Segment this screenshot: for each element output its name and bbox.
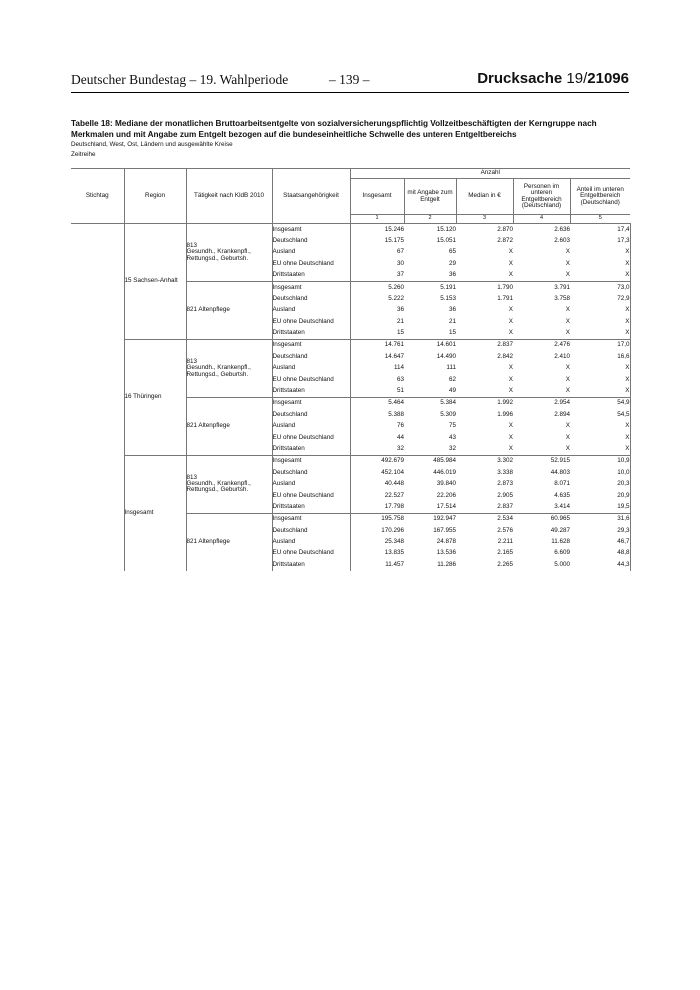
cell-value-2: 29 (448, 259, 456, 267)
cell-value-3: 2.837 (497, 502, 513, 510)
cell-value-3: 2.534 (456, 513, 513, 525)
cell-kldb: 821 Altenpflege (186, 281, 272, 339)
cell-staatsangehoerigkeit: Deutschland (272, 467, 350, 478)
cell-value-5: 17,0 (570, 339, 630, 351)
cell-value-3: X (508, 375, 513, 383)
table-row (71, 455, 630, 467)
cell-value-1: 14.761 (350, 339, 404, 351)
cell-value-3: 1.996 (497, 410, 513, 418)
cell-value-1: 5.464 (350, 397, 404, 409)
cell-value-3: 3.338 (497, 468, 513, 476)
header-anteil-unterer-bereich: Anteil im unteren Entgeltbereich (Deutschland) (570, 179, 630, 215)
page-number: – 139 – (329, 72, 370, 87)
cell-value-2: 5.191 (404, 281, 456, 293)
cell-value-3: 3.302 (456, 455, 513, 467)
cell-value-3: 2.211 (497, 538, 513, 546)
cell-staatsangehoerigkeit: Drittstaaten (272, 328, 350, 340)
cell-value-4: 49.287 (550, 526, 570, 534)
cell-region: 16 Thüringen (124, 339, 186, 455)
cell-value-1: 114 (350, 363, 404, 374)
cell-value-2: 13.536 (436, 549, 456, 557)
cell-staatsangehoerigkeit: EU ohne Deutschland (272, 316, 350, 327)
cell-value-5: X (570, 374, 630, 385)
cell-value-2: 5.153 (440, 294, 456, 302)
cell-value-3: X (508, 444, 513, 452)
table-series-note: Zeitreihe (71, 150, 96, 158)
table-subtitle: Deutschland, West, Ost, Ländern und ausgewählte Kreise (71, 141, 233, 148)
cell-staatsangehoerigkeit: EU ohne Deutschland (272, 490, 350, 501)
cell-value-4: X (565, 364, 570, 372)
cell-value-4: 11.628 (551, 538, 570, 546)
cell-value-4: 5.000 (554, 560, 570, 568)
cell-value-1: 32 (350, 443, 404, 455)
cell-value-4: 52.915 (513, 455, 570, 467)
cell-value-1: 5.388 (350, 409, 404, 420)
cell-value-1: 67 (350, 247, 404, 258)
cell-kldb: 813 Gesundh., Krankenpfl., Rettungsd., Geburtsh. (186, 339, 272, 397)
cell-value-1: 76 (350, 421, 404, 432)
cell-staatsangehoerigkeit: Drittstaaten (272, 559, 350, 570)
cell-value-4: 2.636 (513, 224, 570, 236)
cell-value-5: 10,0 (570, 467, 630, 478)
cell-value-4: 3.791 (513, 281, 570, 293)
cell-value-5: 44,3 (570, 559, 630, 570)
cell-value-5: 54,9 (570, 397, 630, 409)
cell-value-3: X (508, 422, 513, 430)
cell-value-1: 15.175 (350, 235, 404, 246)
cell-value-2: 17.514 (436, 502, 456, 510)
cell-value-4: X (565, 271, 570, 279)
cell-value-5: 48,8 (570, 548, 630, 559)
table-row (71, 339, 630, 351)
cell-value-1: 170.296 (350, 525, 404, 536)
cell-value-4: 2.603 (554, 236, 570, 244)
header-stichtag: Stichtag (71, 169, 124, 224)
cell-value-5: X (570, 385, 630, 397)
cell-value-5: 29,3 (570, 525, 630, 536)
cell-staatsangehoerigkeit: Insgesamt (272, 339, 350, 351)
cell-value-5: X (570, 270, 630, 282)
cell-value-1: 195.758 (350, 513, 404, 525)
header-personen-unterer-bereich: Personen im unteren Entgeltbereich (Deutschland) (513, 179, 570, 215)
cell-kldb: 821 Altenpflege (186, 397, 272, 455)
cell-value-3: 1.992 (456, 397, 513, 409)
cell-value-5: 17,4 (570, 224, 630, 236)
cell-value-4: X (565, 317, 570, 325)
cell-staatsangehoerigkeit: Drittstaaten (272, 443, 350, 455)
cell-value-5: X (570, 432, 630, 443)
cell-value-4: 2.954 (513, 397, 570, 409)
cell-region: 15 Sachsen-Anhalt (124, 224, 186, 340)
cell-staatsangehoerigkeit: EU ohne Deutschland (272, 374, 350, 385)
cell-value-4: 8.071 (554, 480, 570, 488)
cell-value-2: 43 (448, 433, 456, 441)
cell-value-4: 2.410 (554, 352, 570, 360)
cell-staatsangehoerigkeit: Deutschland (272, 409, 350, 420)
table-caption (71, 118, 631, 159)
cell-value-5: 72,9 (570, 293, 630, 304)
cell-value-3: 2.870 (456, 224, 513, 236)
cell-staatsangehoerigkeit: Ausland (272, 421, 350, 432)
cell-value-3: 2.837 (456, 339, 513, 351)
column-number-4: 4 (513, 215, 570, 224)
cell-staatsangehoerigkeit: EU ohne Deutschland (272, 432, 350, 443)
cell-value-5: 20,9 (570, 490, 630, 501)
cell-value-4: X (565, 375, 570, 383)
cell-staatsangehoerigkeit: Insgesamt (272, 455, 350, 467)
cell-value-1: 15 (350, 328, 404, 340)
cell-value-2: 15 (448, 329, 456, 337)
cell-value-3: X (508, 306, 513, 314)
cell-value-5: X (570, 305, 630, 316)
cell-value-3: X (508, 329, 513, 337)
cell-value-2: 24.878 (436, 538, 456, 546)
cell-value-5: X (570, 421, 630, 432)
cell-staatsangehoerigkeit: Deutschland (272, 351, 350, 362)
column-number-5: 5 (570, 215, 630, 224)
page-header (71, 70, 629, 93)
cell-value-2: 39.840 (436, 480, 456, 488)
cell-value-3: X (508, 248, 513, 256)
cell-value-2: 62 (448, 375, 456, 383)
header-region: Region (124, 169, 186, 224)
cell-value-4: X (565, 259, 570, 267)
cell-value-4: 2.894 (554, 410, 570, 418)
cell-staatsangehoerigkeit: Deutschland (272, 235, 350, 246)
cell-value-1: 30 (350, 258, 404, 269)
cell-value-1: 25.348 (350, 537, 404, 548)
cell-kldb: 821 Altenpflege (186, 513, 272, 570)
parliament-label: Deutscher Bundestag – 19. Wahlperiode (71, 72, 289, 87)
cell-value-1: 36 (350, 305, 404, 316)
header-median: Median in € (456, 179, 513, 215)
cell-value-2: 446.019 (433, 468, 456, 476)
cell-value-1: 11.457 (350, 559, 404, 570)
cell-value-5: 31,6 (570, 513, 630, 525)
cell-value-2: 36 (448, 271, 456, 279)
cell-value-1: 22.527 (350, 490, 404, 501)
cell-value-3: 1.790 (456, 281, 513, 293)
cell-value-5: 73,0 (570, 281, 630, 293)
cell-value-5: X (570, 258, 630, 269)
document-number: Drucksache 19/21096 (477, 70, 629, 87)
cell-value-3: X (508, 364, 513, 372)
cell-value-3: 2.873 (497, 480, 513, 488)
cell-value-2: 22.206 (436, 491, 456, 499)
cell-value-2: 15.120 (404, 224, 456, 236)
cell-value-4: X (565, 248, 570, 256)
cell-staatsangehoerigkeit: Deutschland (272, 525, 350, 536)
cell-value-1: 21 (350, 316, 404, 327)
table-title: Tabelle 18: Mediane der monatlichen Bruttoarbeitsentgelte von sozialversicherungspflichtig Vollzeitbeschäftigten der Kerngruppe nach Merkmalen und mit Angabe zum Entgelt bezogen auf die bundeseinheitliche Schwelle des unteren Entgeltbereichs (71, 119, 597, 139)
header-insgesamt: Insgesamt (350, 179, 404, 215)
cell-value-3: 2.576 (497, 526, 513, 534)
cell-value-2: 75 (448, 422, 456, 430)
cell-value-1: 44 (350, 432, 404, 443)
cell-staatsangehoerigkeit: Ausland (272, 247, 350, 258)
cell-value-5: X (570, 363, 630, 374)
cell-value-2: 65 (448, 248, 456, 256)
cell-value-3: X (508, 387, 513, 395)
cell-value-4: 2.476 (513, 339, 570, 351)
cell-value-5: 20,3 (570, 479, 630, 490)
cell-value-2: 32 (448, 444, 456, 452)
cell-value-3: X (508, 259, 513, 267)
cell-value-1: 51 (350, 385, 404, 397)
cell-value-1: 5.260 (350, 281, 404, 293)
cell-value-4: X (565, 387, 570, 395)
cell-value-2: 5.384 (404, 397, 456, 409)
cell-staatsangehoerigkeit: Insgesamt (272, 224, 350, 236)
cell-value-4: 3.414 (554, 502, 570, 510)
cell-value-2: 192.947 (404, 513, 456, 525)
cell-value-1: 63 (350, 374, 404, 385)
cell-value-5: 16,6 (570, 351, 630, 362)
cell-value-2: 36 (448, 306, 456, 314)
cell-staatsangehoerigkeit: Insgesamt (272, 397, 350, 409)
table-body (71, 224, 630, 571)
cell-value-4: X (565, 422, 570, 430)
cell-value-3: 2.872 (497, 236, 513, 244)
cell-value-5: 19,5 (570, 501, 630, 513)
cell-value-1: 452.104 (350, 467, 404, 478)
cell-value-4: X (565, 444, 570, 452)
cell-value-2: 485.984 (404, 455, 456, 467)
cell-value-2: 14.601 (404, 339, 456, 351)
column-number-1: 1 (350, 215, 404, 224)
cell-staatsangehoerigkeit: Insgesamt (272, 281, 350, 293)
cell-value-1: 37 (350, 270, 404, 282)
cell-value-5: 54,5 (570, 409, 630, 420)
cell-value-4: X (565, 306, 570, 314)
cell-value-5: X (570, 328, 630, 340)
data-table (71, 168, 631, 571)
cell-staatsangehoerigkeit: EU ohne Deutschland (272, 548, 350, 559)
cell-staatsangehoerigkeit: Ausland (272, 363, 350, 374)
cell-value-2: 5.309 (440, 410, 456, 418)
cell-value-5: X (570, 247, 630, 258)
cell-value-3: X (508, 433, 513, 441)
cell-value-1: 492.679 (350, 455, 404, 467)
cell-value-4: 3.758 (554, 294, 570, 302)
cell-value-1: 13.835 (350, 548, 404, 559)
cell-value-4: 60.965 (513, 513, 570, 525)
cell-value-3: 2.165 (497, 549, 513, 557)
cell-value-1: 5.222 (350, 293, 404, 304)
cell-value-2: 14.490 (436, 352, 456, 360)
cell-value-3: X (508, 317, 513, 325)
cell-value-1: 40.448 (350, 479, 404, 490)
cell-value-2: 111 (446, 364, 456, 372)
cell-value-3: 2.265 (497, 560, 513, 568)
cell-value-2: 11.286 (437, 560, 456, 568)
cell-staatsangehoerigkeit: Ausland (272, 537, 350, 548)
cell-value-5: 10,9 (570, 455, 630, 467)
cell-value-4: 44.803 (550, 468, 570, 476)
cell-value-2: 15.051 (436, 236, 456, 244)
cell-value-3: X (508, 271, 513, 279)
cell-value-1: 17.798 (350, 501, 404, 513)
cell-value-4: X (565, 329, 570, 337)
cell-value-5: 46,7 (570, 537, 630, 548)
cell-staatsangehoerigkeit: Drittstaaten (272, 501, 350, 513)
cell-value-5: X (570, 316, 630, 327)
cell-value-3: 2.842 (497, 352, 513, 360)
cell-value-2: 167.955 (433, 526, 456, 534)
header-staatsangehoerigkeit: Staatsangehörigkeit (272, 169, 350, 224)
cell-value-2: 49 (448, 387, 456, 395)
cell-value-5: X (570, 443, 630, 455)
cell-staatsangehoerigkeit: EU ohne Deutschland (272, 258, 350, 269)
cell-kldb: 813 Gesundh., Krankenpfl., Rettungsd., Geburtsh. (186, 455, 272, 513)
cell-staatsangehoerigkeit: Insgesamt (272, 513, 350, 525)
header-mit-angabe: mit Angabe zum Entgelt (404, 179, 456, 215)
cell-kldb: 813 Gesundh., Krankenpfl., Rettungsd., Geburtsh. (186, 224, 272, 282)
cell-value-2: 21 (448, 317, 456, 325)
cell-value-4: 4.635 (554, 491, 570, 499)
header-anzahl: Anzahl (350, 169, 630, 179)
cell-value-1: 14.647 (350, 351, 404, 362)
header-kldb: Tätigkeit nach KldB 2010 (186, 169, 272, 224)
cell-staatsangehoerigkeit: Ausland (272, 479, 350, 490)
cell-staatsangehoerigkeit: Deutschland (272, 293, 350, 304)
cell-staatsangehoerigkeit: Drittstaaten (272, 385, 350, 397)
cell-value-4: 6.609 (554, 549, 570, 557)
table-row (71, 224, 630, 236)
column-number-3: 3 (456, 215, 513, 224)
cell-value-5: 17,3 (570, 235, 630, 246)
cell-staatsangehoerigkeit: Drittstaaten (272, 270, 350, 282)
cell-value-3: 1.791 (497, 294, 513, 302)
cell-region: Insgesamt (124, 455, 186, 570)
cell-value-3: 2.905 (497, 491, 513, 499)
cell-stichtag (71, 224, 124, 571)
cell-value-1: 15.246 (350, 224, 404, 236)
cell-value-4: X (565, 433, 570, 441)
cell-staatsangehoerigkeit: Ausland (272, 305, 350, 316)
column-number-2: 2 (404, 215, 456, 224)
